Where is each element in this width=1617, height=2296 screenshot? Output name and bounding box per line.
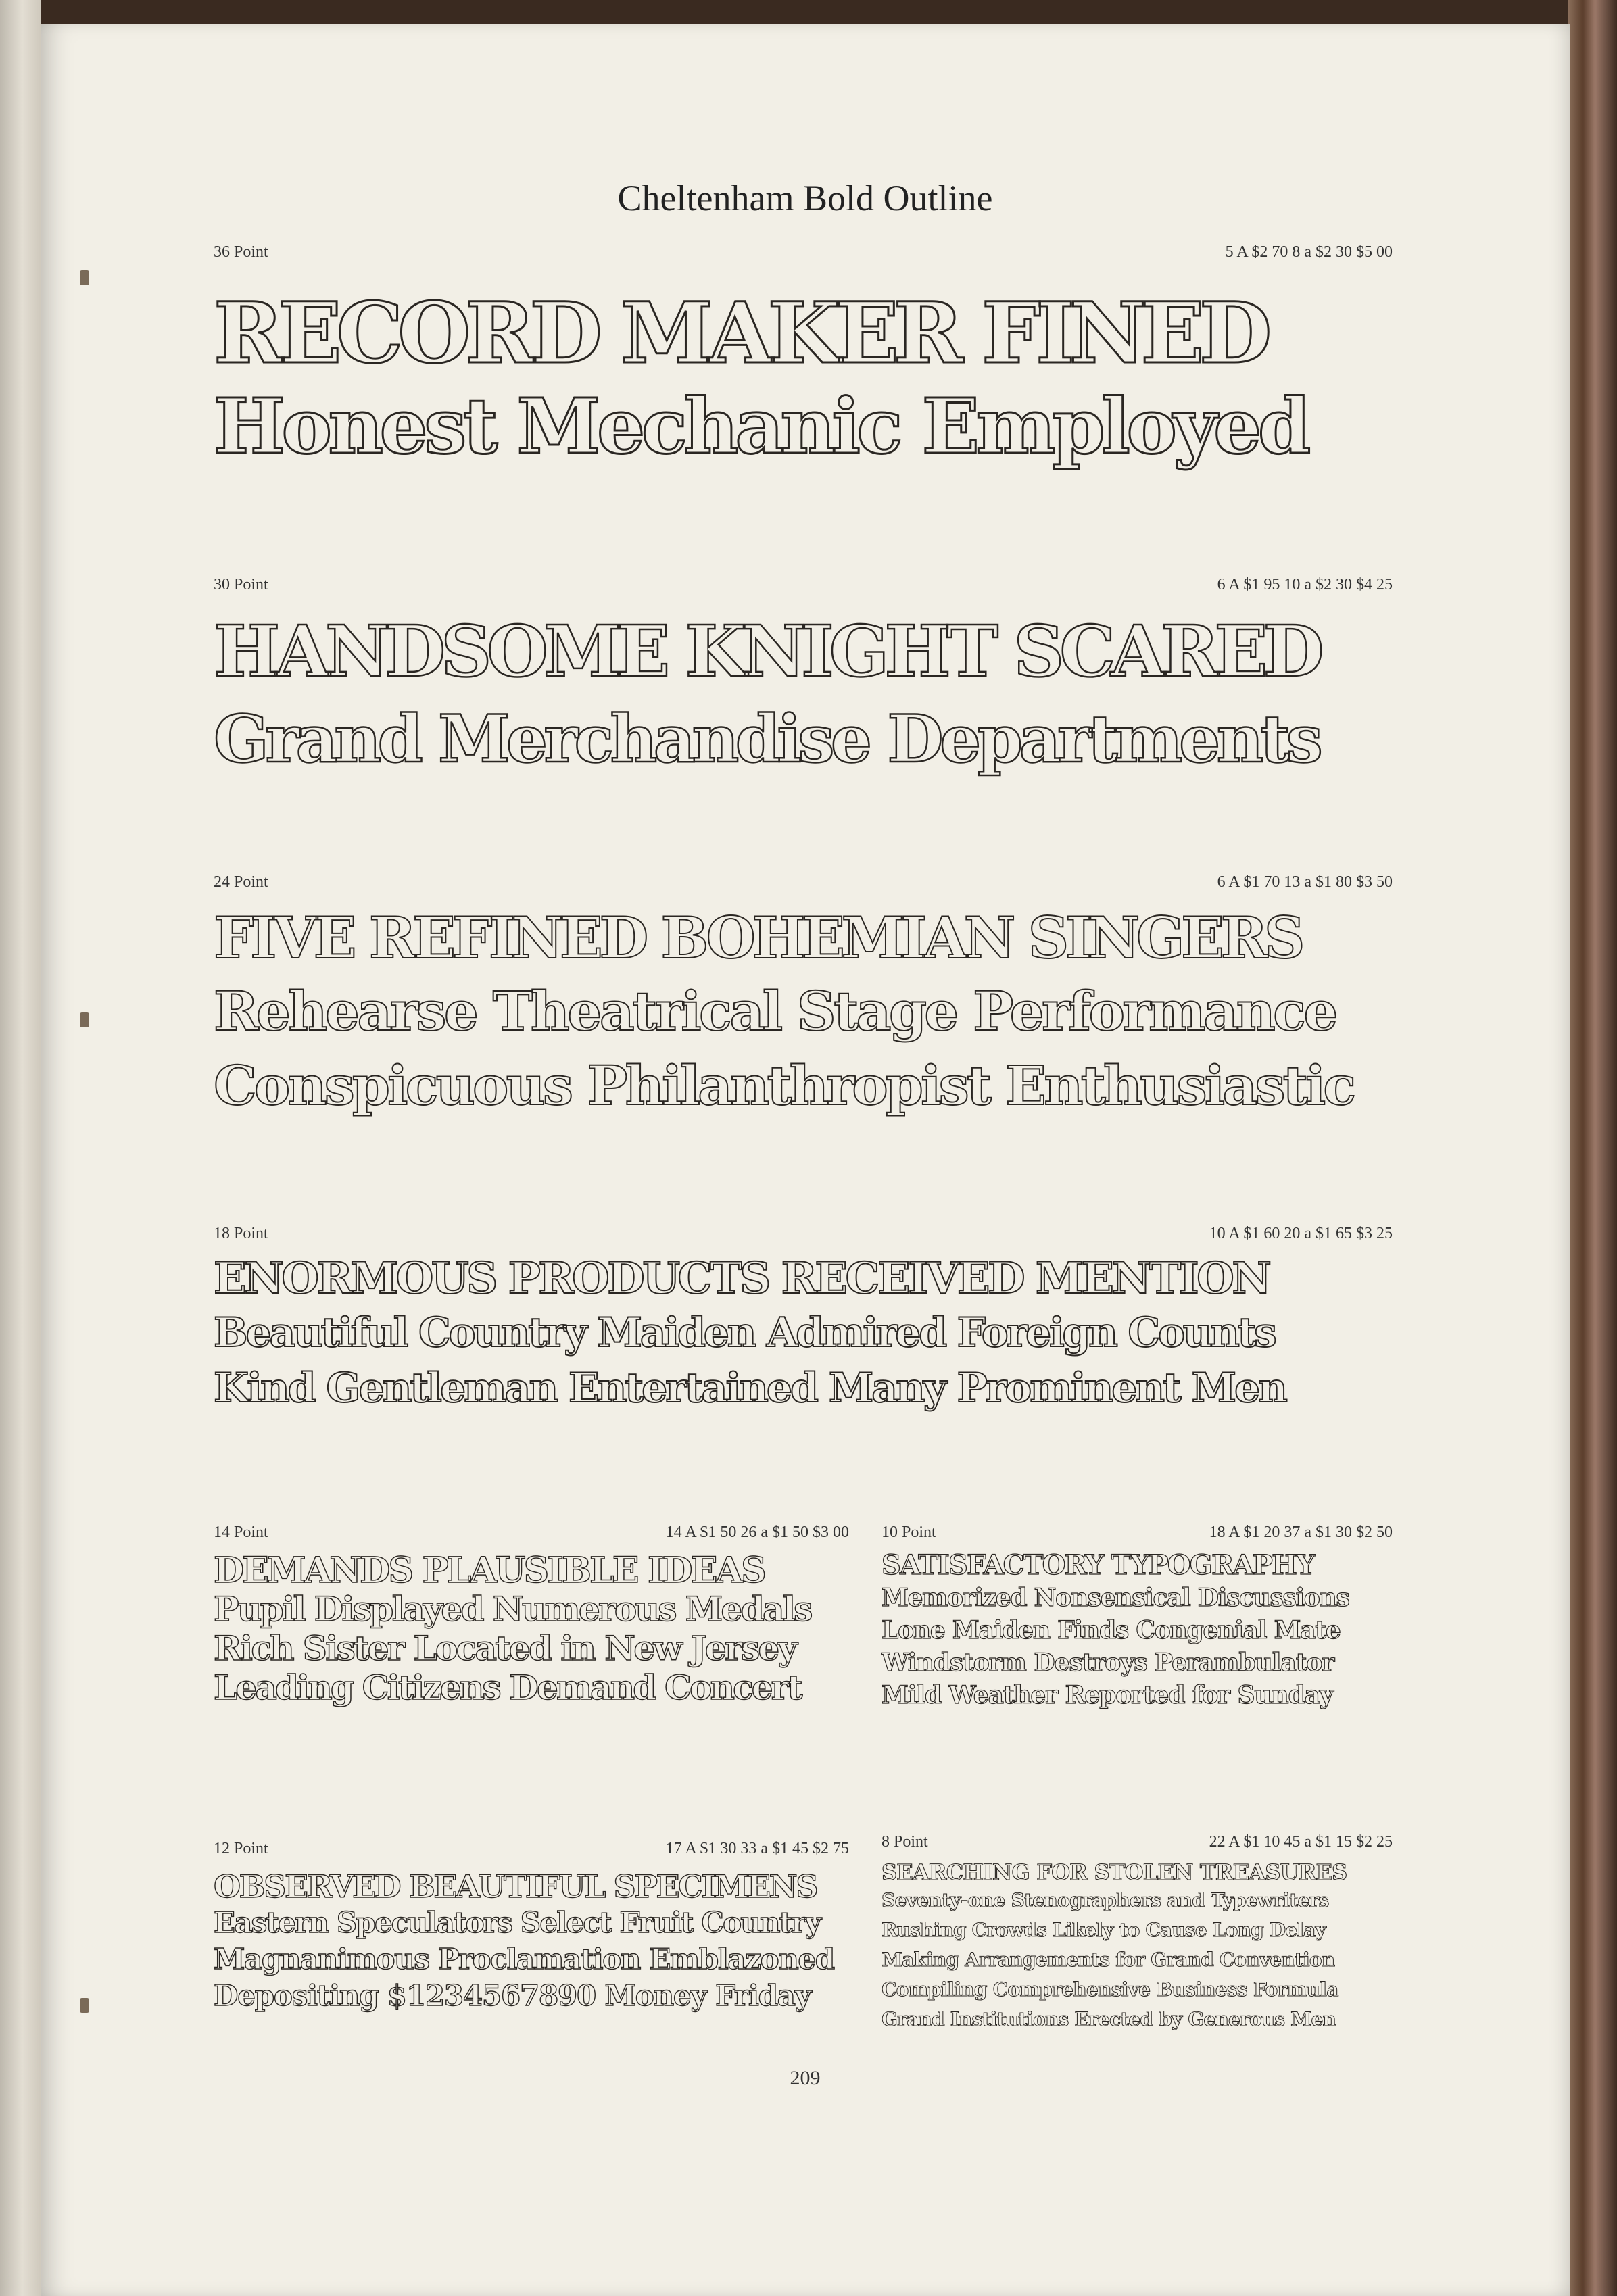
specimen-line: Rehearse Theatrical Stage Performance (214, 979, 1336, 1043)
price-list: 22 A $1 10 45 a $1 15 $2 25 (1209, 1833, 1393, 1851)
specimen-line: Compiling Comprehensive Business Formula (882, 1978, 1338, 2001)
specimen-line: Eastern Speculators Select Fruit Country (214, 1906, 821, 1939)
specimen-line: Lone Maiden Finds Congenial Mate (882, 1616, 1341, 1644)
size-label: 12 Point (214, 1840, 268, 1857)
page-number: 209 (790, 2067, 821, 2089)
size-label: 14 Point (214, 1523, 268, 1541)
specimen-line: Rushing Crowds Likely to Cause Long Delay (882, 1919, 1326, 1941)
price-list: 5 A $2 70 8 a $2 30 $5 00 (1225, 243, 1393, 261)
specimen-line: OBSERVED BEAUTIFUL SPECIMENS (214, 1868, 817, 1905)
specimen-line: Depositing $1234567890 Money Friday (214, 1979, 811, 2012)
specimen-line: ENORMOUS PRODUCTS RECEIVED MENTION (214, 1253, 1270, 1304)
specimen-line: Windstorm Destroys Perambulator (882, 1648, 1334, 1677)
specimen-line: Kind Gentleman Entertained Many Prominent Men (214, 1365, 1286, 1412)
book-cover-edge (1568, 0, 1617, 2296)
specimen-line: SEARCHING FOR STOLEN TREASURES (882, 1859, 1347, 1885)
specimen-line: Honest Mechanic Employed (214, 383, 1307, 471)
specimen-line: Conspicuous Philanthropist Enthusiastic (214, 1054, 1354, 1117)
specimen-line: Grand Institutions Erected by Generous Men (882, 2008, 1336, 2030)
price-list: 17 A $1 30 33 a $1 45 $2 75 (665, 1840, 849, 1857)
price-list: 10 A $1 60 20 a $1 65 $3 25 (1209, 1225, 1393, 1242)
size-label: 8 Point (882, 1833, 928, 1851)
specimen-line: FIVE REFINED BOHEMIAN SINGERS (214, 904, 1302, 971)
binding-stitch (80, 270, 89, 285)
price-list: 18 A $1 20 37 a $1 30 $2 50 (1209, 1523, 1393, 1541)
size-label: 24 Point (214, 873, 268, 891)
book-binding-left (0, 0, 41, 2296)
price-list: 14 A $1 50 26 a $1 50 $3 00 (665, 1523, 849, 1541)
specimen-line: Grand Merchandise Departments (214, 701, 1320, 777)
specimen-line: Making Arrangements for Grand Convention (882, 1949, 1335, 1971)
catalog-page (41, 24, 1570, 2296)
size-label: 10 Point (882, 1523, 936, 1541)
specimen-line: Rich Sister Located in New Jersey (214, 1628, 796, 1668)
binding-stitch (80, 1012, 89, 1027)
specimen-line: Magnanimous Proclamation Emblazoned (214, 1943, 834, 1976)
specimen-line: Pupil Displayed Numerous Medals (214, 1589, 811, 1629)
specimen-line: Seventy-one Stenographers and Typewriters (882, 1889, 1329, 1911)
specimen-line: SATISFACTORY TYPOGRAPHY (882, 1549, 1314, 1581)
specimen-line: RECORD MAKER FINED (214, 285, 1267, 383)
price-list: 6 A $1 70 13 a $1 80 $3 50 (1217, 873, 1393, 891)
price-list: 6 A $1 95 10 a $2 30 $4 25 (1217, 576, 1393, 593)
specimen-line: HANDSOME KNIGHT SCARED (214, 610, 1320, 693)
binding-stitch (80, 1998, 89, 2013)
specimen-line: DEMANDS PLAUSIBLE IDEAS (214, 1550, 765, 1591)
specimen-line: Mild Weather Reported for Sunday (882, 1681, 1333, 1709)
specimen-line: Beautiful Country Maiden Admired Foreign Counts (214, 1309, 1275, 1357)
size-label: 30 Point (214, 576, 268, 593)
specimen-line: Leading Citizens Demand Concert (214, 1667, 801, 1707)
size-label: 36 Point (214, 243, 268, 261)
page-title: Cheltenham Bold Outline (617, 178, 993, 218)
size-label: 18 Point (214, 1225, 268, 1242)
specimen-line: Memorized Nonsensical Discussions (882, 1584, 1349, 1612)
